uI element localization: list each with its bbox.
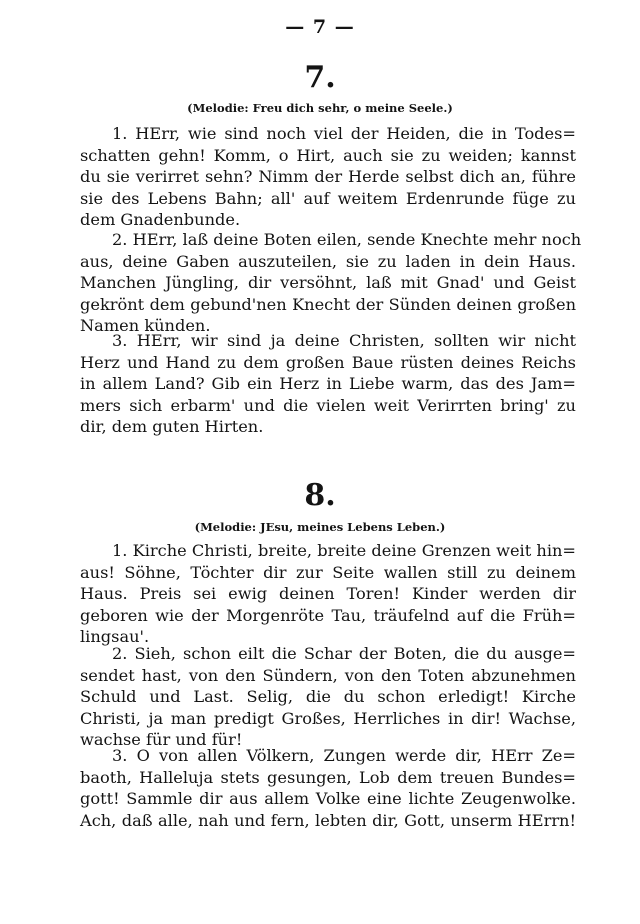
stanza-line: 2. HErr, laß deine Boten eilen, sende Knechte mehr noch [112,230,582,249]
stanza-line: Haus. Preis sei ewig deinen Toren! Kinder werden dir [80,584,576,604]
hymn-7-stanza-2 [80,229,582,337]
stanza-line: dem Gnadenbunde. [80,210,241,230]
hymn-8-stanza-1 [80,540,576,648]
stanza-line: 1. HErr, wie sind noch viel der Heiden, die in Todes= [112,124,576,143]
stanza-line: schatten gehn! Komm, o Hirt, auch sie zu weiden; kannst [80,145,576,165]
stanza-line: in allem Land? Gib ein Herz in Liebe warm, das des Jam= [80,374,576,394]
stanza-line: aus! Söhne, Töchter dir zur Seite wallen still zu deinem [80,562,576,582]
hymn-8-stanza-3 [80,745,576,831]
stanza-line: wachse für und für! [80,730,243,750]
stanza-line: 1. Kirche Christi, breite, breite deine Grenzen weit hin= [112,541,576,560]
stanza-line: sie des Lebens Bahn; all' auf weitem Erdenrunde füge zu [80,188,576,208]
hymn-8-melody: (Melodie: JEsu, meines Lebens Leben.) [194,520,446,534]
stanza-line: 3. HErr, wir sind ja deine Christen, sollten wir nicht [112,331,576,350]
stanza-line: dir, dem guten Hirten. [80,417,264,437]
page-number: — 7 — [285,16,355,38]
stanza-line: lingsau'. [80,627,150,647]
hymn-7-stanza-1 [80,123,576,231]
hymn-7-number: 7. [304,60,336,95]
stanza-line: gott! Sammle dir aus allem Volke eine lichte Zeugenwolke. [80,789,576,809]
stanza-line: sendet hast, von den Sündern, von den Toten abzunehmen [80,665,576,685]
hymn-8-stanza-2 [80,643,576,751]
stanza-line: du sie verirret sehn? Nimm der Herde selbst dich an, führe [80,167,576,187]
stanza-line: Schuld und Last. Selig, die du schon erledigt! Kirche [80,687,576,707]
stanza-line: Ach, daß alle, nah und fern, lebten dir, Gott, unserm HErrn! [80,810,576,830]
stanza-line: mers sich erbarm' und die vielen weit Verirrten bring' zu [80,395,576,415]
hymn-7-melody: (Melodie: Freu dich sehr, o meine Seele.) [187,101,453,115]
stanza-line: gekrönt dem gebund'nen Knecht der Sünden deinen großen [80,294,576,314]
stanza-line: Herz und Hand zu dem großen Baue rüsten deines Reichs [80,352,576,372]
stanza-line: baoth, Halleluja stets gesungen, Lob dem treuen Bundes= [80,767,576,787]
stanza-line: Manchen Jüngling, dir versöhnt, laß mit Gnad' und Geist [80,273,576,293]
stanza-line: 2. Sieh, schon eilt die Schar der Boten, die du ausge= [112,644,576,663]
stanza-line: 3. O von allen Völkern, Zungen werde dir, HErr Ze= [112,746,576,765]
stanza-line: Namen künden. [80,316,211,336]
hymn-8-number: 8. [304,478,336,513]
stanza-line: aus, deine Gaben auszuteilen, sie zu laden in dein Haus. [80,251,576,271]
stanza-line: geboren wie der Morgenröte Tau, träufelnd auf die Früh= [80,605,576,625]
hymn-7-stanza-3 [80,330,576,438]
stanza-line: Christi, ja man predigt Großes, Herrliches in dir! Wachse, [80,708,576,728]
